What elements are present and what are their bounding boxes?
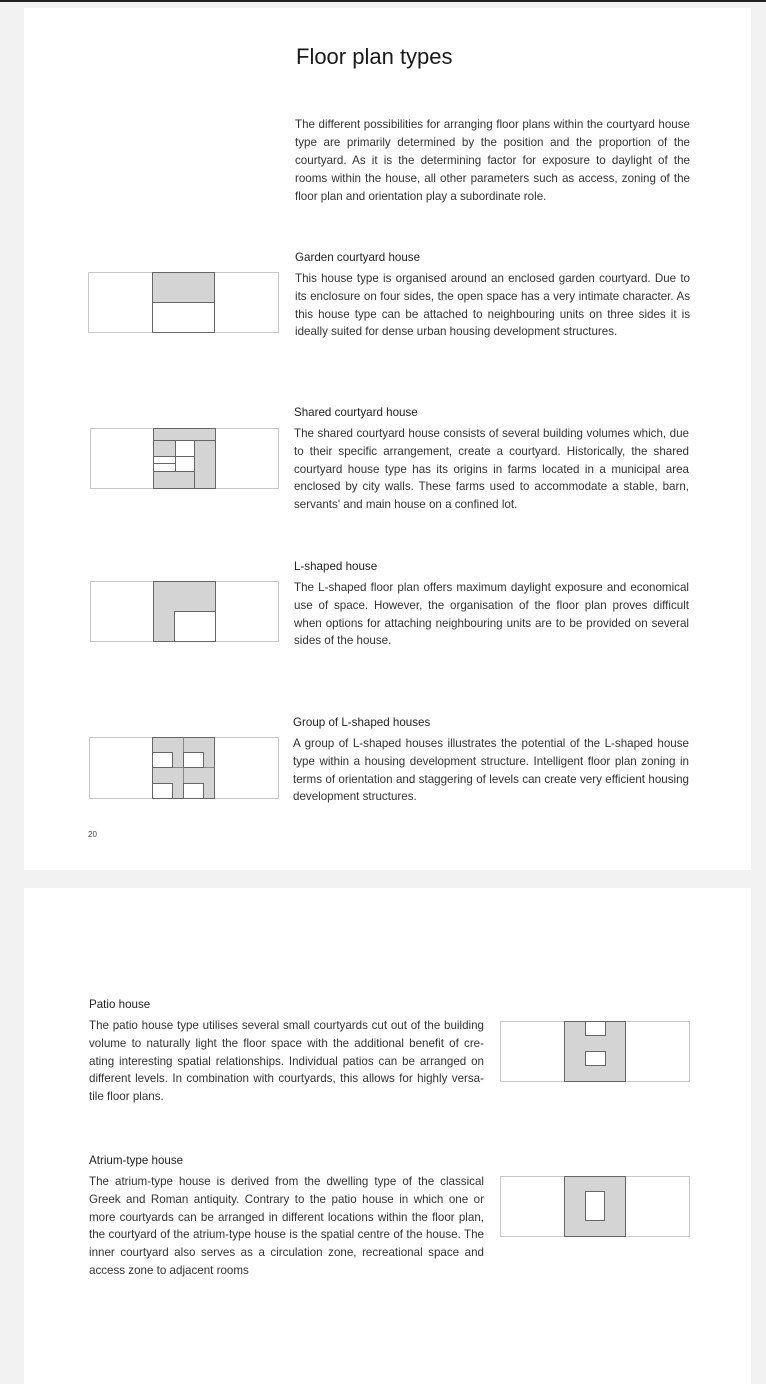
page-one	[24, 8, 751, 870]
section-body: The patio house type utilises several small courtyards cut out of the building volume to naturally light the floor space with the additional benefit of cre-ating interesting spatial relationships. Individual patios can be arranged on different levels. In combination with courtyards, this allows for highly versa-tile floor plans.	[89, 1019, 484, 1104]
intro-paragraph: The different possibilities for arranging floor plans within the courtyard house type are primarily determined by the position and the proportion of the courtyard. As it is the determining factor for exposure to daylight of the rooms within the house, all other parameters such as access, zoning of the floor plan and orientation play a subordinate role.	[295, 118, 690, 203]
shared-volume-bottom	[154, 472, 195, 489]
section-heading: Atrium-type house	[89, 1154, 184, 1167]
shared-volume-left	[154, 441, 176, 457]
atrium-diagram	[500, 1175, 692, 1239]
section-body: This house type is organised around an enclosed garden courtyard. Due to its enclosure on four sides, the open space has a very intimate character. As this house type can be attached to neighbouring units on three sides it is ideally suited for dense urban housing development structures.	[295, 272, 690, 339]
section-heading: Patio house	[89, 998, 151, 1011]
section-heading: Shared courtyard house	[294, 406, 418, 419]
group-courtyard	[184, 784, 204, 799]
section-body: The atrium-type house is derived from the dwelling type of the classical Greek and Roman antiquity. Contrary to the patio house in which one or more courtyards can be arranged in different locations within the floor plan, the courtyard of the atrium-type house is the spatial centre of the house. The inner courtyard also serves as a circulation zone, recreational space and access zone to adjacent rooms	[89, 1175, 484, 1277]
patio-courtyard	[586, 1022, 606, 1036]
section-shared-courtyard	[294, 405, 689, 514]
group-courtyard	[153, 753, 173, 768]
top-border	[0, 0, 766, 2]
page-title: Floor plan types	[296, 44, 453, 69]
shared-volume-right	[195, 441, 216, 489]
section-garden-courtyard	[295, 250, 690, 341]
section-group-l-shaped	[293, 715, 689, 806]
section-patio	[89, 997, 484, 1106]
atrium-courtyard	[586, 1192, 605, 1221]
section-atrium	[89, 1153, 484, 1280]
l-shaped-courtyard	[175, 612, 216, 642]
patio-diagram	[500, 1020, 692, 1084]
shared-courtyard-diagram	[90, 427, 280, 491]
section-heading: Garden courtyard house	[295, 251, 421, 264]
section-heading: Group of L-shaped houses	[293, 716, 431, 729]
garden-courtyard-building	[153, 273, 215, 303]
shared-volume-top	[154, 429, 216, 441]
group-courtyard	[184, 753, 204, 768]
group-courtyard	[153, 784, 173, 799]
section-heading: L-shaped house	[294, 560, 378, 573]
section-body: A group of L-shaped houses illustrates the potential of the L-shaped house type within a housing development structure. Intelligent floor plan zoning in terms of orientation and staggering of levels can create very efficient housing development structures.	[293, 737, 689, 804]
section-body: The shared courtyard house consists of several building volumes which, due to their specific arrangement, create a courtyard. Historically, the shared courtyard house type has its origins in farms located in a municipal area enclosed by city walls. These farms used to accommodate a stable, barn, servants' and main house on a confined lot.	[294, 427, 689, 512]
group-l-shaped-diagram	[89, 736, 281, 802]
section-body: The L-shaped floor plan offers maximum daylight exposure and economical use of space. However, the organisation of the floor plan proves difficult when options for attaching neighbouring units are to be provided on several sides of the house.	[294, 581, 689, 648]
patio-courtyard	[586, 1052, 606, 1066]
page-number: 20	[88, 830, 97, 839]
garden-courtyard-diagram	[88, 271, 280, 335]
section-l-shaped	[294, 559, 689, 650]
page-two	[24, 888, 751, 1384]
l-shaped-diagram	[90, 580, 280, 644]
